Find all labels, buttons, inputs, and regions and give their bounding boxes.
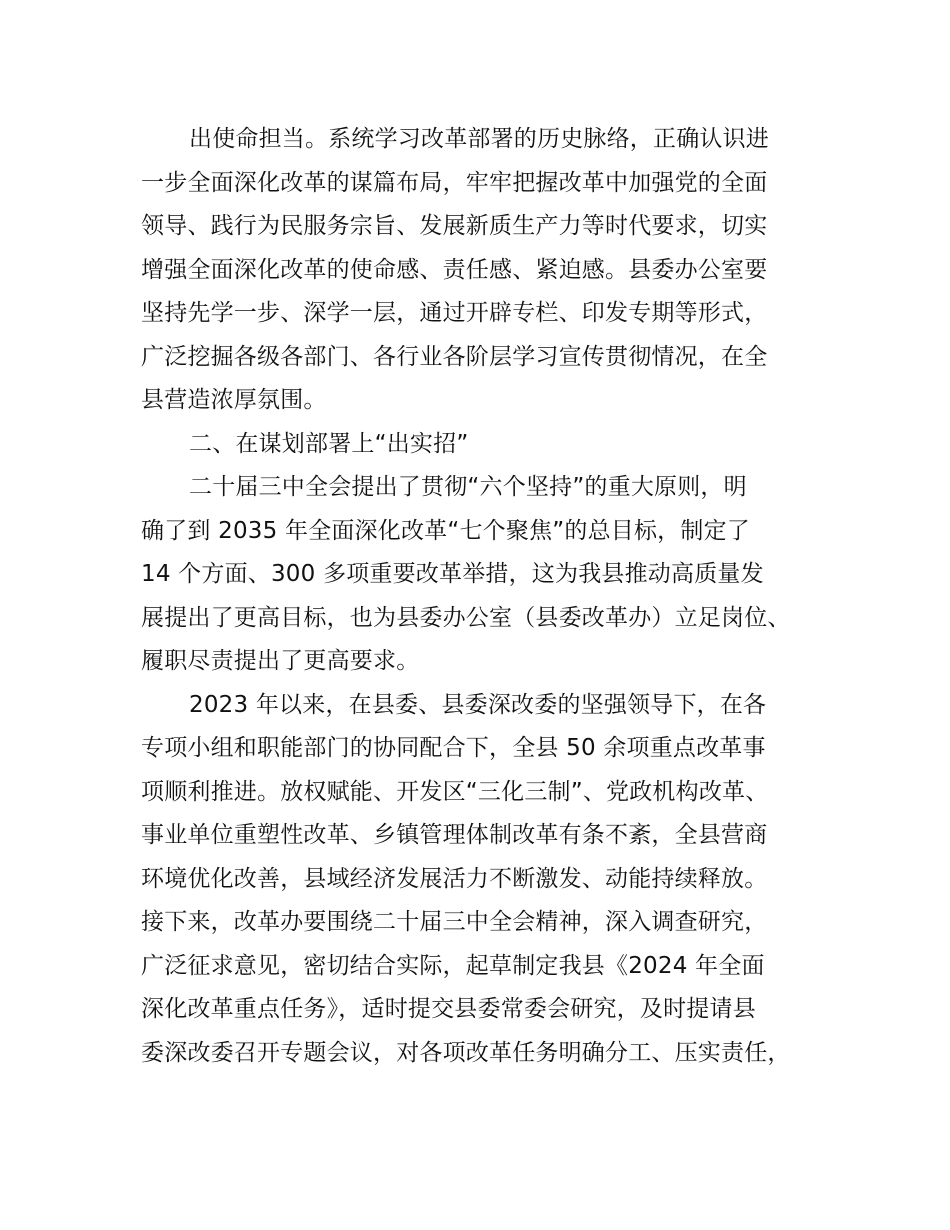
text-line: 14 个方面、300 多项重要改革举措，这为我县推动高质量发 [141, 561, 764, 587]
text-line: 展提出了更高目标，也为县委办公室（县委改革办）立足岗位、 [141, 604, 791, 631]
text-line: 增强全面深化改革的使命感、责任感、紧迫感。县委办公室要 [141, 256, 768, 283]
text-line: 广泛挖掘各级各部门、各行业各阶层学习宣传贯彻情况，在全 [141, 343, 768, 370]
text-line: 广泛征求意见，密切结合实际，起草制定我县《2024 年全面 [141, 952, 765, 979]
text-line: 接下来，改革办要围绕二十届三中全会精神，深入调查研究， [141, 909, 768, 935]
text-line: 深化改革重点任务》，适时提交县委常委会研究，及时提请县 [141, 996, 756, 1022]
body-text [141, 118, 831, 1075]
section-heading: 二、在谋划部署上“出实招” [189, 430, 469, 457]
text-line: 环境优化改善，县域经济发展活力不断激发、动能持续释放。 [141, 865, 768, 892]
text-line: 领导、践行为民服务宗旨、发展新质生产力等时代要求，切实 [141, 213, 768, 239]
text-line: 委深改委召开专题会议，对各项改革任务明确分工、压实责任， [141, 1039, 791, 1066]
text-line: 事业单位重塑性改革、乡镇管理体制改革有条不紊，全县营商 [141, 822, 768, 848]
text-line: 一步全面深化改革的谋篇布局，牢牢把握改革中加强党的全面 [141, 169, 768, 196]
text-line: 坚持先学一步、深学一层，通过开辟专栏、印发专期等形式， [141, 300, 768, 326]
text-line: 2023 年以来，在县委、县委深改委的坚强领导下，在各 [189, 691, 767, 718]
text-line: 县营造浓厚氛围。 [141, 387, 327, 413]
text-line: 专项小组和职能部门的协同配合下，全县 50 余项重点改革事 [141, 735, 766, 761]
text-line: 出使命担当。系统学习改革部署的历史脉络，正确认识进 [189, 126, 769, 152]
text-line: 项顺利推进。放权赋能、开发区“三化三制”、党政机构改革、 [141, 778, 769, 805]
text-line: 履职尽责提出了更高要求。 [141, 648, 420, 674]
text-line: 确了到 2035 年全面深化改革“七个聚焦”的总目标，制定了 [141, 517, 750, 544]
text-line: 二十届三中全会提出了贯彻“六个坚持”的重大原则，明 [189, 474, 747, 500]
